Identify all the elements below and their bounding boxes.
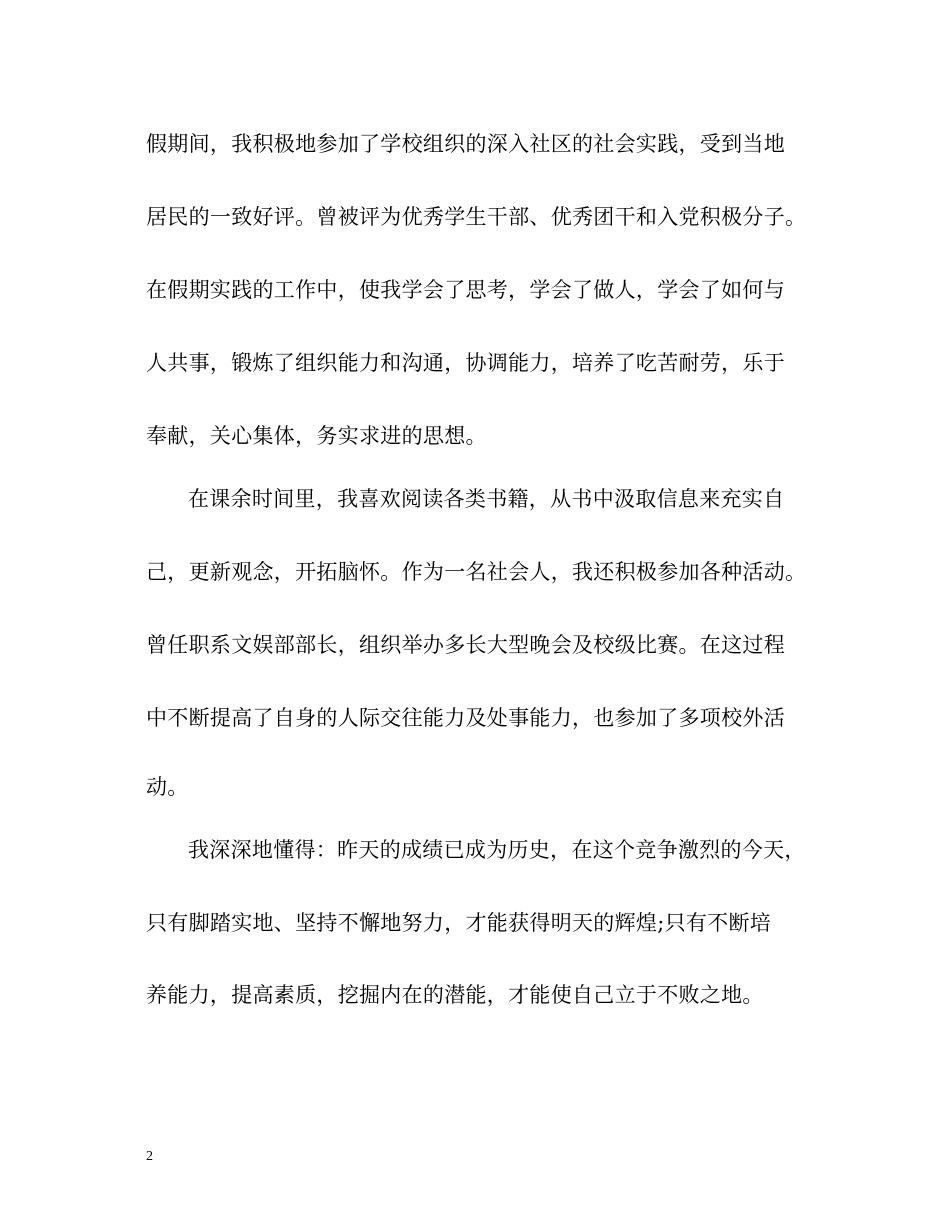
text-line: 己，更新观念，开拓脑怀。作为一名社会人，我还积极参加各种活动。 bbox=[146, 560, 807, 584]
text-line: 中不断提高了自身的人际交往能力及处事能力，也参加了多项校外活 bbox=[146, 706, 785, 730]
paragraph-first-line: 在课余时间里，我喜欢阅读各类书籍，从书中汲取信息来充实自 bbox=[188, 487, 785, 511]
paragraph-first-line: 我深深地懂得：昨天的成绩已成为历史，在这个竞争激烈的今天， bbox=[188, 838, 806, 862]
text-line: 在假期实践的工作中，使我学会了思考，学会了做人，学会了如何与 bbox=[146, 278, 785, 302]
text-line: 奉献，关心集体，务实求进的思想。 bbox=[146, 424, 487, 448]
page-number: 2 bbox=[146, 1149, 153, 1164]
text-line: 动。 bbox=[146, 775, 189, 799]
text-line: 曾任职系文娱部部长，组织举办多长大型晚会及校级比赛。在这过程 bbox=[146, 633, 785, 657]
text-line: 居民的一致好评。曾被评为优秀学生干部、优秀团干和入党积极分子。 bbox=[146, 205, 807, 229]
text-line: 养能力，提高素质，挖掘内在的潜能，才能使自己立于不败之地。 bbox=[146, 983, 764, 1007]
text-line: 只有脚踏实地、坚持不懈地努力，才能获得明天的辉煌;只有不断培 bbox=[146, 911, 772, 935]
text-line: 人共事，锻炼了组织能力和沟通，协调能力，培养了吃苦耐劳，乐于 bbox=[146, 351, 785, 375]
text-line: 假期间，我积极地参加了学校组织的深入社区的社会实践，受到当地 bbox=[146, 132, 785, 156]
